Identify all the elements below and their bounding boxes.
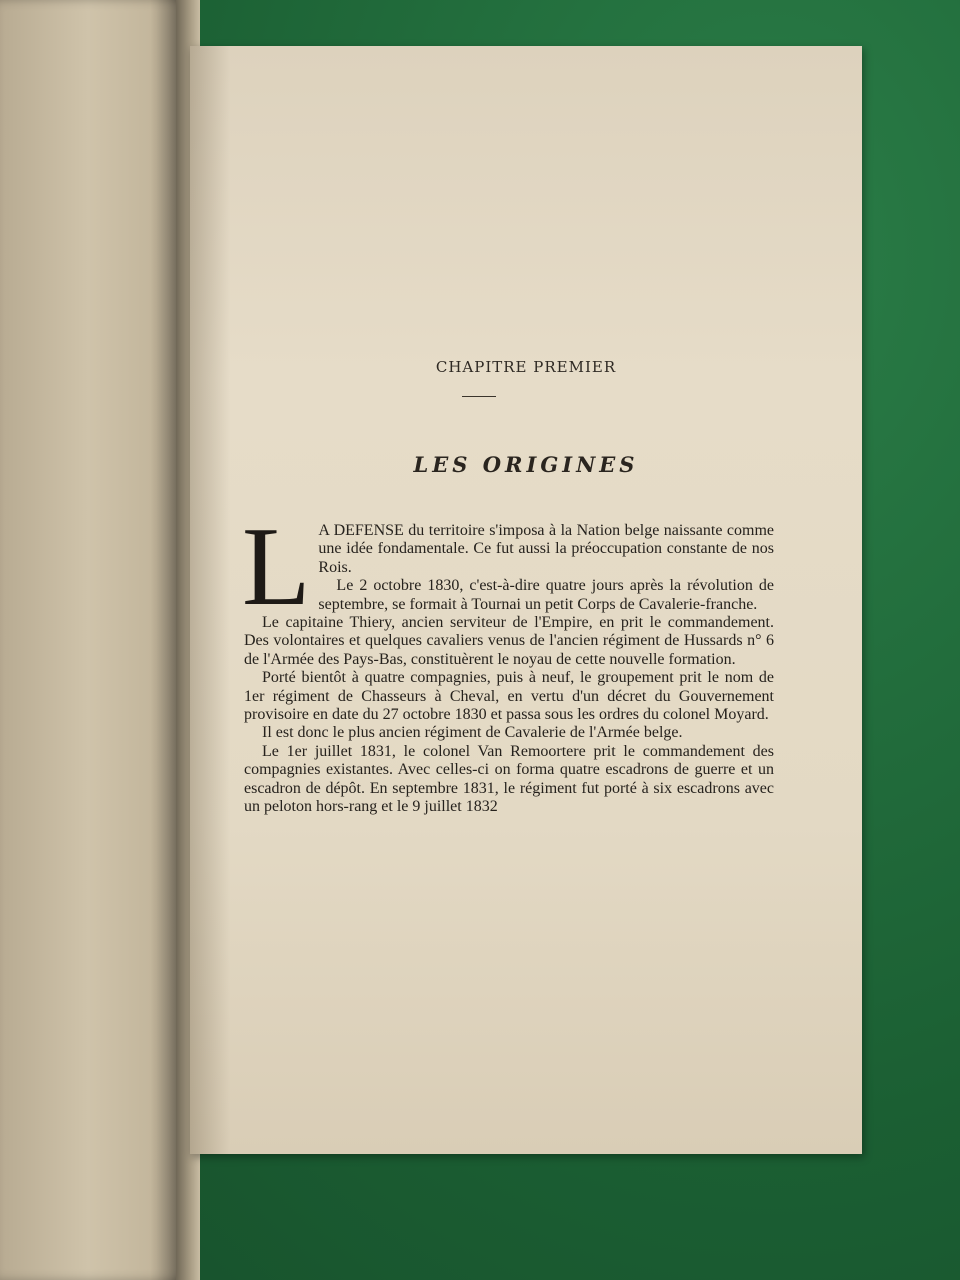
chapter-rule bbox=[462, 396, 496, 397]
paragraph-6: Le 1er juillet 1831, le colonel Van Remoortere prit le commandement des compagnies existantes. Avec celles-ci on forma quatre escadrons de guerre et un escadron de dépôt. En septembre 1831, le régiment fut porté à six escadrons avec un peloton hors-rang et le 9 juillet 1832 bbox=[244, 742, 774, 816]
right-page bbox=[190, 46, 862, 1154]
chapter-heading: CHAPITRE PREMIER bbox=[435, 358, 617, 376]
drop-cap: L bbox=[242, 505, 311, 629]
chapter-title: LES ORIGINES bbox=[413, 452, 639, 477]
paragraph-3: Le capitaine Thiery, ancien serviteur de l'Empire, en prit le commandement. Des volontaires et quelques cavaliers venus de l'ancien régiment de Hussards n° 6 de l'Armée des Pays-Bas, constituèrent le noyau de cette nouvelle formation. bbox=[244, 614, 774, 668]
paragraph-4: Porté bientôt à quatre compagnies, puis à neuf, le groupement prit le nom de 1er régiment de Chasseurs à Cheval, en vertu d'un décret du Gouvernement provisoire en date du 27 octobre 1830 et passa sous les ordres du colonel Moyard. bbox=[244, 669, 774, 724]
page-shade bbox=[190, 46, 230, 1154]
paragraph-1: A DEFENSE du territoire s'imposa à la Nation belge naissante comme une idée fondamentale. Ce fut aussi la préoccupation constante de nos Rois. bbox=[318, 522, 774, 576]
paragraph-5: Il est donc le plus ancien régiment de Cavalerie de l'Armée belge. bbox=[262, 724, 683, 742]
body-text bbox=[242, 505, 774, 817]
paragraph-2: Le 2 octobre 1830, c'est-à-dire quatre jours après la révolution de septembre, se formait à Tournai un petit Corps de Cavalerie-franche. bbox=[318, 577, 774, 613]
